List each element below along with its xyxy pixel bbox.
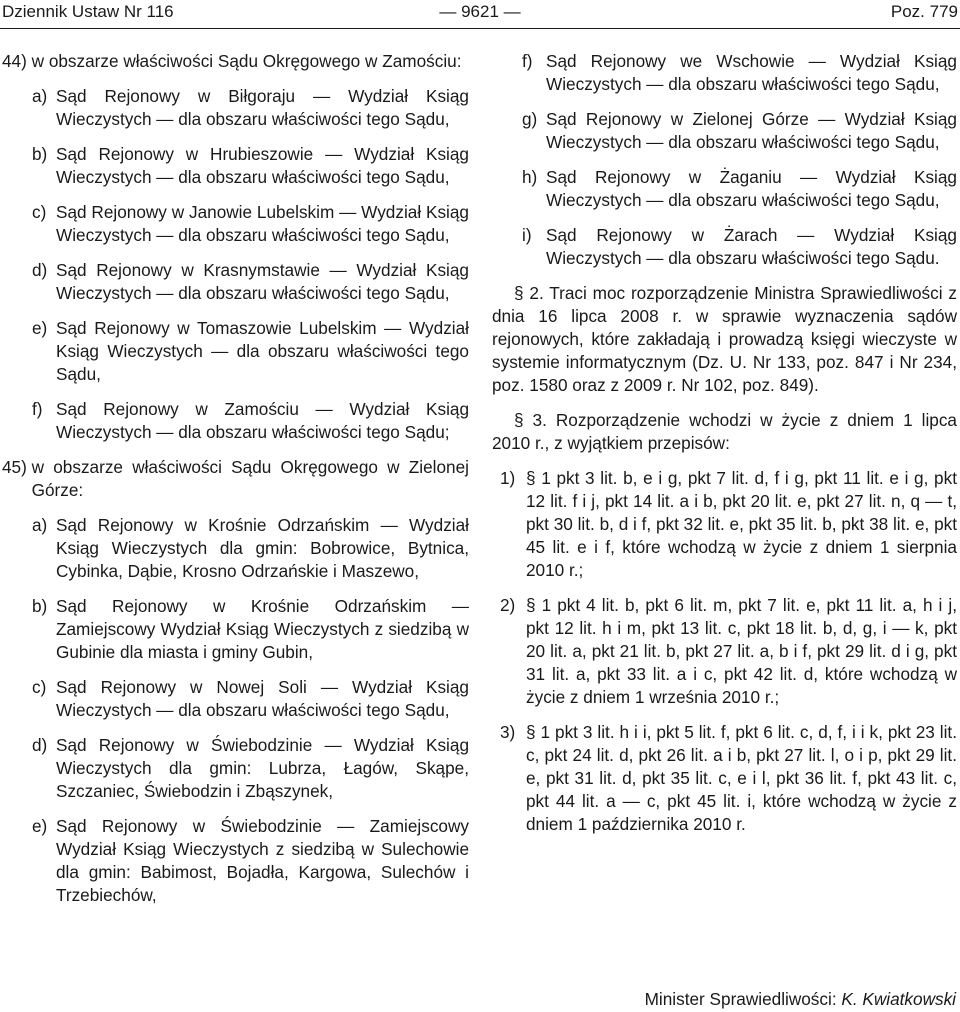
sub-label: a) xyxy=(32,86,48,106)
page-header xyxy=(0,0,960,28)
section-2-paragraph: § 2. Traci moc rozporządzenie Ministra Sprawiedliwości z dnia 16 lipca 2008 r. w sprawie wyznaczenia sądów rejonowych, które zakładają i prowadzą księgi wieczyste w systemie informatycznym (Dz. U. Nr 133, poz. 847 i Nr 234, poz. 1580 oraz z 2009 r. Nr 102, poz. 849). xyxy=(492,283,957,395)
sub-text: Sąd Rejonowy w Hrubieszowie — Wydział Ksiąg Wieczystych — dla obszaru właściwości tego Sądu, xyxy=(56,144,469,187)
header-divider xyxy=(0,28,960,29)
item-text: w obszarze właściwości Sądu Okręgowego w Zamościu: xyxy=(31,51,462,71)
sub-item-f xyxy=(32,398,469,444)
right-column xyxy=(492,50,957,848)
sub-label: i) xyxy=(522,225,532,245)
left-column xyxy=(2,50,469,919)
exception-text: § 1 pkt 3 lit. h i i, pkt 5 lit. f, pkt 6 lit. c, d, f, i i k, pkt 23 lit. c, pkt 24 lit. d, pkt 26 lit. a i b, pkt 27 lit. l, o i p, pkt 29 lit. e, pkt 31 lit. d, pkt 35 lit. c, e i l, pkt 36 lit. f, pkt 43 lit. c, pkt 44 lit. a — c, pkt 45 lit. i, które wchodzą w życie z dniem 1 października 2010 r. xyxy=(526,722,957,834)
sub-item-b xyxy=(32,143,469,189)
sub-text: Sąd Rejonowy w Świebodzinie — Wydział Ksiąg Wieczystych dla gmin: Lubrza, Łagów, Skąpe, Szczaniec, Świebodzin i Zbąszynek, xyxy=(56,735,469,801)
sub-item-e xyxy=(32,815,469,907)
sub-item-a xyxy=(32,85,469,131)
exception-item-3 xyxy=(500,721,957,836)
exception-text: § 1 pkt 3 lit. b, e i g, pkt 7 lit. d, f i g, pkt 11 lit. e i g, pkt 12 lit. f i j, pkt 14 lit. a i b, pkt 20 lit. e, pkt 27 lit. n, q — t, pkt 30 lit. b, d i f, pkt 32 lit. e, pkt 35 lit. b, pkt 38 lit. e, pkt 45 lit. e i f, które wchodzą w życie z dniem 1 sierpnia 2010 r.; xyxy=(526,468,957,580)
sub-label: f) xyxy=(522,51,533,71)
sub-text: Sąd Rejonowy w Żarach — Wydział Ksiąg Wieczystych — dla obszaru właściwości tego Sądu. xyxy=(546,225,957,268)
sub-text: Sąd Rejonowy w Świebodzinie — Zamiejscowy Wydział Ksiąg Wieczystych z siedzibą w Sulechowie dla gmin: Babimost, Bojadła, Kargowa, Sulechów i Trzebiechów, xyxy=(56,816,469,905)
sub-item-c xyxy=(32,201,469,247)
sub-text: Sąd Rejonowy w Krasnymstawie — Wydział Ksiąg Wieczystych — dla obszaru właściwości tego Sądu, xyxy=(56,260,469,303)
sub-text: Sąd Rejonowy w Krośnie Odrzańskim — Wydział Ksiąg Wieczystych dla gmin: Bobrowice, Bytnica, Cybinka, Dąbie, Krosno Odrzańskie i Maszewo, xyxy=(56,515,469,581)
signature-name: K. Kwiatkowski xyxy=(841,989,956,1009)
sub-label: b) xyxy=(32,144,48,164)
page-number: — 9621 — xyxy=(439,2,521,21)
sub-label: a) xyxy=(32,515,48,535)
item-text: w obszarze właściwości Sądu Okręgowego w Zielonej Górze: xyxy=(31,457,469,500)
sub-text: Sąd Rejonowy w Żaganiu — Wydział Ksiąg Wieczystych — dla obszaru właściwości tego Sądu, xyxy=(546,167,957,210)
sub-item-h xyxy=(522,166,957,212)
sub-label: e) xyxy=(32,816,48,836)
sub-item-d xyxy=(32,259,469,305)
sub-text: Sąd Rejonowy w Biłgoraju — Wydział Ksiąg Wieczystych — dla obszaru właściwości tego Sądu, xyxy=(56,86,469,129)
sub-text: Sąd Rejonowy w Tomaszowie Lubelskim — Wydział Ksiąg Wieczystych — dla obszaru właściwości tego Sądu, xyxy=(56,318,469,384)
sub-label: h) xyxy=(522,167,538,187)
sub-item-i xyxy=(522,224,957,270)
section-3-paragraph: § 3. Rozporządzenie wchodzi w życie z dniem 1 lipca 2010 r., z wyjątkiem przepisów: xyxy=(492,410,957,453)
sub-item-e xyxy=(32,317,469,386)
journal-title: Dziennik Ustaw Nr 116 xyxy=(2,2,174,21)
signature-line xyxy=(645,988,956,1011)
sub-label: b) xyxy=(32,596,48,616)
exception-label: 2) xyxy=(500,595,516,615)
sub-item-d xyxy=(32,734,469,803)
sub-item-b xyxy=(32,595,469,664)
exception-label: 3) xyxy=(500,722,516,742)
sub-text: Sąd Rejonowy we Wschowie — Wydział Ksiąg Wieczystych — dla obszaru właściwości tego Sądu, xyxy=(546,51,957,94)
sub-text: Sąd Rejonowy w Zamościu — Wydział Ksiąg Wieczystych — dla obszaru właściwości tego Sądu; xyxy=(56,399,469,442)
sub-label: e) xyxy=(32,318,48,338)
sub-label: c) xyxy=(32,202,47,222)
signature-role: Minister Sprawiedliwości: xyxy=(644,989,837,1009)
exception-item-1 xyxy=(500,467,957,582)
sub-label: c) xyxy=(32,677,47,697)
sub-item-a xyxy=(32,514,469,583)
sub-text: Sąd Rejonowy w Nowej Soli — Wydział Ksiąg Wieczystych — dla obszaru właściwości tego Sądu, xyxy=(56,677,469,720)
position-number: Poz. 779 xyxy=(890,2,958,21)
sub-text: Sąd Rejonowy w Zielonej Górze — Wydział Ksiąg Wieczystych — dla obszaru właściwości tego Sądu, xyxy=(546,109,957,152)
sub-text: Sąd Rejonowy w Janowie Lubelskim — Wydział Ksiąg Wieczystych — dla obszaru właściwości tego Sądu, xyxy=(56,202,469,245)
sub-label: d) xyxy=(32,735,48,755)
sub-label: f) xyxy=(32,399,43,419)
list-item-44 xyxy=(2,50,469,73)
sub-item-c xyxy=(32,676,469,722)
sub-label: g) xyxy=(522,109,538,129)
sub-text: Sąd Rejonowy w Krośnie Odrzańskim — Zamiejscowy Wydział Ksiąg Wieczystych z siedzibą w Gubinie dla miasta i gminy Gubin, xyxy=(56,596,469,662)
exception-text: § 1 pkt 4 lit. b, pkt 6 lit. m, pkt 7 lit. e, pkt 11 lit. a, h i j, pkt 12 lit. h i m, pkt 13 lit. c, pkt 18 lit. b, d, g, i — k, pkt 20 lit. a, pkt 21 lit. b, pkt 27 lit. a, b i f, pkt 29 lit. d i g, pkt 31 lit. a, pkt 33 lit. a i c, pkt 42 lit. d, które wchodzą w życie z dniem 1 września 2010 r.; xyxy=(526,595,957,707)
sub-label: d) xyxy=(32,260,48,280)
exception-label: 1) xyxy=(500,468,516,488)
item-number: 44) xyxy=(2,51,27,71)
list-item-45 xyxy=(2,456,469,502)
sub-item-f xyxy=(522,50,957,96)
item-number: 45) xyxy=(2,457,27,477)
exception-item-2 xyxy=(500,594,957,709)
sub-item-g xyxy=(522,108,957,154)
